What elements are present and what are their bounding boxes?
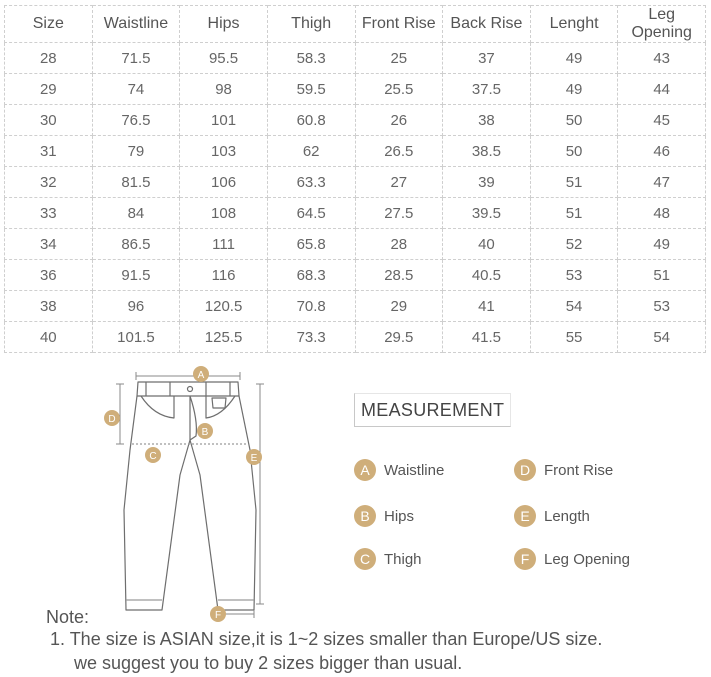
table-cell: 50 [530,136,618,167]
table-header-row [5,6,706,43]
legend-badge-f: F [514,548,536,570]
size-chart-table [4,5,706,353]
marker-b [197,423,213,439]
table-cell: 37 [443,43,531,74]
marker-f [210,606,226,622]
table-cell: 63.3 [267,167,355,198]
table-cell: 62 [267,136,355,167]
table-row [5,229,706,260]
legend-label-waistline: Waistline [384,461,445,479]
table-cell: 79 [92,136,180,167]
legend-badge-a: A [354,459,376,481]
table-cell: 81.5 [92,167,180,198]
table-cell: 27.5 [355,198,443,229]
measurement-title: MEASUREMENT [354,393,511,427]
table-row [5,260,706,291]
table-cell: 101.5 [92,322,180,353]
table-cell: 51 [618,260,706,291]
table-cell: 52 [530,229,618,260]
table-cell: 120.5 [180,291,268,322]
header-hips: Hips [180,6,268,43]
table-cell: 25.5 [355,74,443,105]
table-cell: 48 [618,198,706,229]
table-cell: 98 [180,74,268,105]
table-cell: 29 [5,74,93,105]
header-front-rise: Front Rise [355,6,443,43]
table-cell: 84 [92,198,180,229]
table-cell: 53 [618,291,706,322]
legend-item-d [514,457,613,483]
table-cell: 125.5 [180,322,268,353]
table-cell: 54 [530,291,618,322]
table-cell: 73.3 [267,322,355,353]
table-cell: 58.3 [267,43,355,74]
note-line-1: 1. The size is ASIAN size,it is 1~2 sizes smaller than Europe/US size. [50,629,603,649]
table-body [5,43,706,353]
table-cell: 46 [618,136,706,167]
table-cell: 32 [5,167,93,198]
table-cell: 38 [443,105,531,136]
table-cell: 45 [618,105,706,136]
table-cell: 51 [530,167,618,198]
table-cell: 26.5 [355,136,443,167]
table-cell: 116 [180,260,268,291]
table-cell: 49 [618,229,706,260]
legend-label-thigh: Thigh [384,550,422,568]
table-cell: 60.8 [267,105,355,136]
header-length: Lenght [530,6,618,43]
table-cell: 101 [180,105,268,136]
table-cell: 51 [530,198,618,229]
marker-c [145,447,161,463]
table-cell: 91.5 [92,260,180,291]
table-cell: 49 [530,43,618,74]
table-cell: 74 [92,74,180,105]
table-cell: 43 [618,43,706,74]
marker-a-label: A [197,370,205,381]
table-cell: 59.5 [267,74,355,105]
legend-badge-c: C [354,548,376,570]
legend-item-a [354,457,444,483]
table-cell: 40 [5,322,93,353]
table-cell: 95.5 [180,43,268,74]
table-cell: 108 [180,198,268,229]
legend-badge-e: E [514,505,536,527]
table-cell: 39 [443,167,531,198]
table-cell: 34 [5,229,93,260]
table-cell: 26 [355,105,443,136]
table-cell: 41.5 [443,322,531,353]
table-row [5,74,706,105]
table-cell: 71.5 [92,43,180,74]
legend-label-front-rise: Front Rise [544,461,614,479]
table-cell: 25 [355,43,443,74]
table-row [5,198,706,229]
marker-e [246,449,262,465]
table-cell: 96 [92,291,180,322]
table-cell: 53 [530,260,618,291]
table-cell: 37.5 [443,74,531,105]
marker-e-label: E [250,453,258,464]
table-cell: 40 [443,229,531,260]
table-cell: 28 [5,43,93,74]
table-row [5,43,706,74]
table-cell: 65.8 [267,229,355,260]
legend-item-e [514,503,590,529]
jeans-outline [124,382,256,610]
table-row [5,322,706,353]
table-cell: 76.5 [92,105,180,136]
table-cell: 29.5 [355,322,443,353]
table-cell: 50 [530,105,618,136]
table-cell: 28 [355,229,443,260]
table-cell: 27 [355,167,443,198]
table-cell: 68.3 [267,260,355,291]
table-cell: 47 [618,167,706,198]
table-cell: 39.5 [443,198,531,229]
legend-item-c [354,546,422,572]
header-waistline: Waistline [92,6,180,43]
jeans-diagram [100,360,280,625]
table-cell: 33 [5,198,93,229]
table-cell: 38 [5,291,93,322]
legend-label-hips: Hips [384,507,415,525]
legend-badge-b: B [354,505,376,527]
marker-d [104,410,120,426]
header-back-rise: Back Rise [443,6,531,43]
table-cell: 41 [443,291,531,322]
table-cell: 44 [618,74,706,105]
table-cell: 86.5 [92,229,180,260]
table-cell: 40.5 [443,260,531,291]
marker-b-label: B [201,427,209,438]
table-row [5,136,706,167]
note-title: Note: [46,607,90,627]
marker-a [193,366,209,382]
table-cell: 70.8 [267,291,355,322]
table-cell: 36 [5,260,93,291]
header-thigh: Thigh [267,6,355,43]
table-row [5,291,706,322]
table-cell: 106 [180,167,268,198]
legend-item-f [514,546,630,572]
table-cell: 64.5 [267,198,355,229]
legend-label-length: Length [544,507,590,525]
legend-item-b [354,503,414,529]
marker-d-label: D [108,414,116,425]
table-cell: 28.5 [355,260,443,291]
marker-f-label: F [214,610,222,621]
marker-c-label: C [149,451,157,462]
table-row [5,167,706,198]
header-size: Size [5,6,93,43]
table-cell: 30 [5,105,93,136]
table-cell: 55 [530,322,618,353]
table-cell: 38.5 [443,136,531,167]
table-cell: 49 [530,74,618,105]
table-row [5,105,706,136]
legend-label-leg-opening: Leg Opening [544,550,630,568]
table-cell: 54 [618,322,706,353]
note-line-2: we suggest you to buy 2 sizes bigger than usual. [74,653,463,673]
legend-badge-d: D [514,459,536,481]
table-cell: 103 [180,136,268,167]
table-cell: 29 [355,291,443,322]
table-cell: 111 [180,229,268,260]
table-cell: 31 [5,136,93,167]
header-leg-opening: Leg Opening [618,6,706,43]
